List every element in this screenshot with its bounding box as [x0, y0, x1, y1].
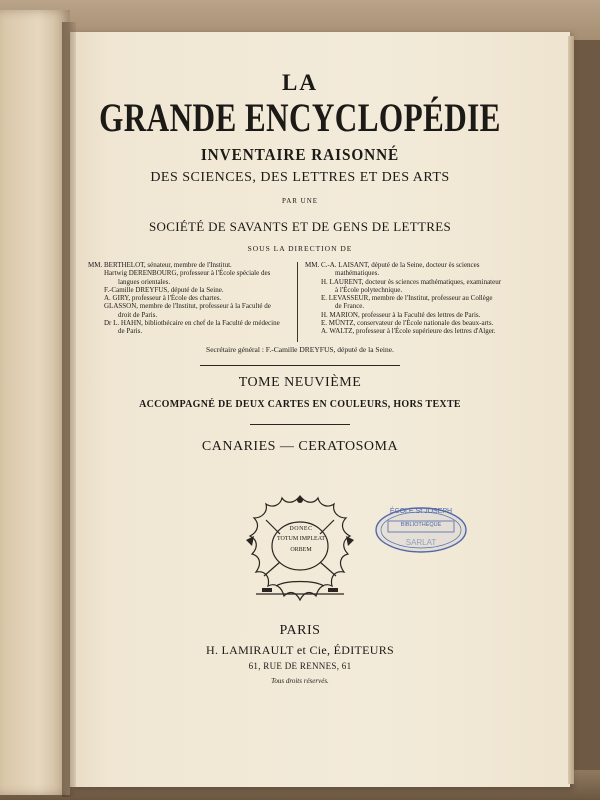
contributor-text: droit de Paris. [118, 310, 158, 319]
contributor-row [88, 261, 293, 269]
device-motto-2: TOTUM IMPLEAT [276, 536, 326, 542]
contributor-text: de France. [335, 302, 365, 311]
contributor-text: Dr L. HAHN, bibliothécaire en chef de la Faculté de médecine [104, 319, 280, 328]
secretary-line: Secrétaire général : F.-Camille DREYFUS, député de la Seine. [206, 345, 394, 354]
device-motto-1: DONEC [289, 526, 313, 532]
contributor-text: F.-Camille DREYFUS, député de la Seine. [104, 285, 224, 294]
contributor-row [305, 327, 510, 335]
publisher-address: 61, RUE DE RENNES, 61 [248, 661, 352, 671]
column-divider [297, 262, 298, 342]
contributor-text: GLASSON, membre de l'Institut, professeur à la Faculté de [104, 302, 271, 311]
contributor-prefix [305, 319, 321, 327]
rule-upper [200, 365, 400, 366]
contributor-prefix [88, 302, 104, 310]
contributor-row [88, 302, 293, 310]
contributor-prefix [305, 311, 321, 319]
volume-range: CANARIES — CERATOSOMA [201, 439, 399, 454]
contributor-text: A. GIRY, professeur à l'École des chartes. [104, 294, 222, 303]
main-title: GRANDE ENCYCLOPÉDIE [99, 95, 501, 140]
contributor-prefix [88, 294, 104, 302]
stamp-line-3: SARLAT [405, 538, 437, 547]
contributor-row [305, 311, 510, 319]
rights-notice: Tous droits réservés. [271, 677, 329, 685]
contributor-prefix [305, 327, 321, 335]
contributor-text: à l'École polytechnique. [335, 285, 403, 294]
contributor-text: E. LEVASSEUR, membre de l'Institut, professeur au Collège [321, 294, 493, 303]
title-la: LA [282, 70, 318, 95]
contributor-text: E. MÜNTZ, conservateur de l'École nationale des beaux-arts. [321, 319, 494, 328]
contributor-row [88, 327, 293, 335]
contributor-text: langues orientales. [118, 277, 171, 286]
contributor-row [305, 319, 510, 327]
contributor-row [305, 286, 510, 294]
stamp-line-2: BIBLIOTHÈQUE [400, 522, 442, 528]
contributor-text: de Paris. [118, 327, 143, 336]
subtitle: INVENTAIRE RAISONNÉ [200, 145, 400, 164]
contributor-text: H. LAURENT, docteur ès sciences mathématiques, examinateur [321, 277, 502, 286]
contributor-text: H. MARION, professeur à la Faculté des lettres de Paris. [321, 310, 481, 319]
device-motto-3: ORBEM [290, 547, 312, 553]
contributor-text: A. WALTZ, professeur à l'École supérieure des lettres d'Alger. [321, 327, 496, 336]
par-une: PAR UNE [281, 197, 319, 205]
contributor-row [305, 261, 510, 269]
contributor-row [305, 302, 510, 310]
society-line: SOCIÉTÉ DE SAVANTS ET DE GENS DE LETTRES [149, 219, 451, 234]
subject-line: DES SCIENCES, DES LETTRES ET DES ARTS [150, 170, 450, 185]
city: PARIS [279, 623, 321, 638]
direction-line: SOUS LA DIRECTION DE [247, 244, 353, 253]
contributors-left [88, 261, 293, 336]
contributor-prefix: MM. [88, 261, 103, 269]
publisher: H. LAMIRAULT et Cie, ÉDITEURS [205, 643, 395, 657]
contributor-text: mathématiques. [335, 269, 380, 278]
contributor-row [88, 269, 293, 277]
contributor-row [88, 286, 293, 294]
contributor-prefix: MM. [305, 261, 320, 269]
contributor-row [88, 319, 293, 327]
contributor-prefix [305, 294, 321, 302]
contributors-right [305, 261, 510, 336]
rule-lower [250, 424, 350, 425]
contributor-prefix [88, 269, 104, 277]
contributor-text: Hartwig DERENBOURG, professeur à l'École spéciale des [104, 269, 271, 278]
contributor-row [305, 294, 510, 302]
contributor-row [305, 278, 510, 286]
contributor-text: BERTHELOT, sénateur, membre de l'Institut. [104, 261, 232, 269]
stamp-line-1: ÉCOLE St JOSEPH [389, 508, 453, 515]
contributor-prefix [305, 278, 321, 286]
contributor-text: C.-A. LAISANT, député de la Seine, docteur ès sciences [321, 261, 480, 269]
contributor-row [88, 278, 293, 286]
contributor-row [305, 269, 510, 277]
contributor-prefix [88, 319, 104, 327]
tome-line: TOME NEUVIÈME [238, 375, 362, 390]
maps-note: ACCOMPAGNÉ DE DEUX CARTES EN COULEURS, HORS TEXTE [139, 399, 461, 410]
contributor-prefix [88, 286, 104, 294]
contributor-row [88, 294, 293, 302]
contributor-row [88, 311, 293, 319]
